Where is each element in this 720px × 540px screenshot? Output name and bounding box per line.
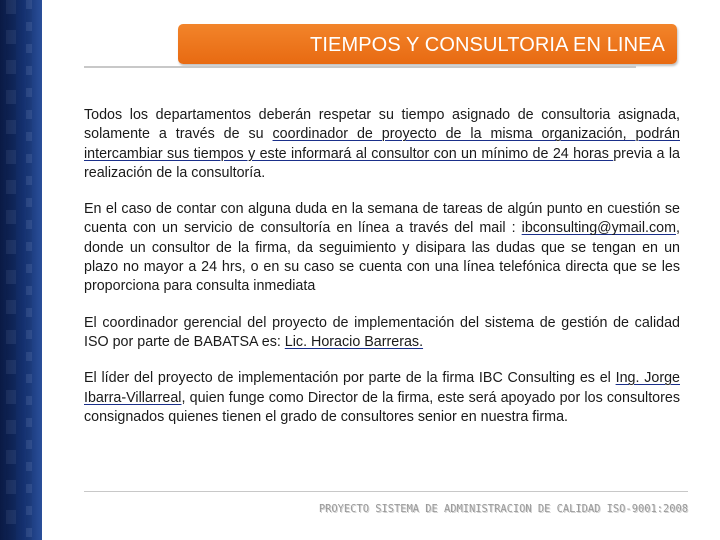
leader-name-link[interactable]: Ing. Jorge Ibarra-Villarreal [84,370,680,406]
bottom-divider [84,491,688,492]
paragraph-text: , quien funge como Director de la firma, este será apoyado por los consultores consignados quienes tienen el grado de consultores senior en nuestra firma. [84,389,680,425]
coordinator-link[interactable]: coordinador de proyecto de la misma organización, podrán intercambiar sus tiempos y este informará al consultor con un mínimo de 24 horas [84,126,680,162]
top-divider [84,66,636,68]
paragraph-text: El coordinador gerencial del proyecto de implementación del sistema de gestión de calidad ISO por parte de BABATSA es: [84,314,680,350]
email-link[interactable]: ibconsulting@ymail.com [521,220,677,237]
decorative-side-bar [0,0,42,540]
paragraph-text: Todos los departamentos deberán respetar su tiempo asignado de consultoria asignada, solamente a través de su [84,107,680,143]
body-content [84,106,680,444]
paragraph-online-support [84,200,680,296]
page-title: TIEMPOS Y CONSULTORIA EN LINEA [310,34,665,56]
paragraph-text: En el caso de contar con alguna duda en la semana de tareas de algún punto en cuestión se cuenta con un servicio de consultoría en línea a través del mail : [84,201,680,237]
paragraph-text: El líder del proyecto de implementación por parte de la firma IBC Consulting es el [84,370,616,387]
paragraph-text: , donde un consultor de la firma, da seguimiento y disipara las dudas que se tengan en un plazo no mayor a 24 hrs, o en su caso se cuenta con una línea telefónica directa que se les proporciona para consulta inmediata [84,220,680,295]
paragraph-coordinator [84,314,680,353]
paragraph-project-leader [84,369,680,427]
paragraph-text: previa a la realización de la consultoría. [84,145,680,181]
paragraph-consulting-time [84,106,680,183]
footer-text: PROYECTO SISTEMA DE ADMINISTRACION DE CALIDAD ISO-9001:2008 [318,503,688,515]
coordinator-name-link[interactable]: Lic. Horacio Barreras. [284,333,424,350]
title-banner [178,24,677,64]
